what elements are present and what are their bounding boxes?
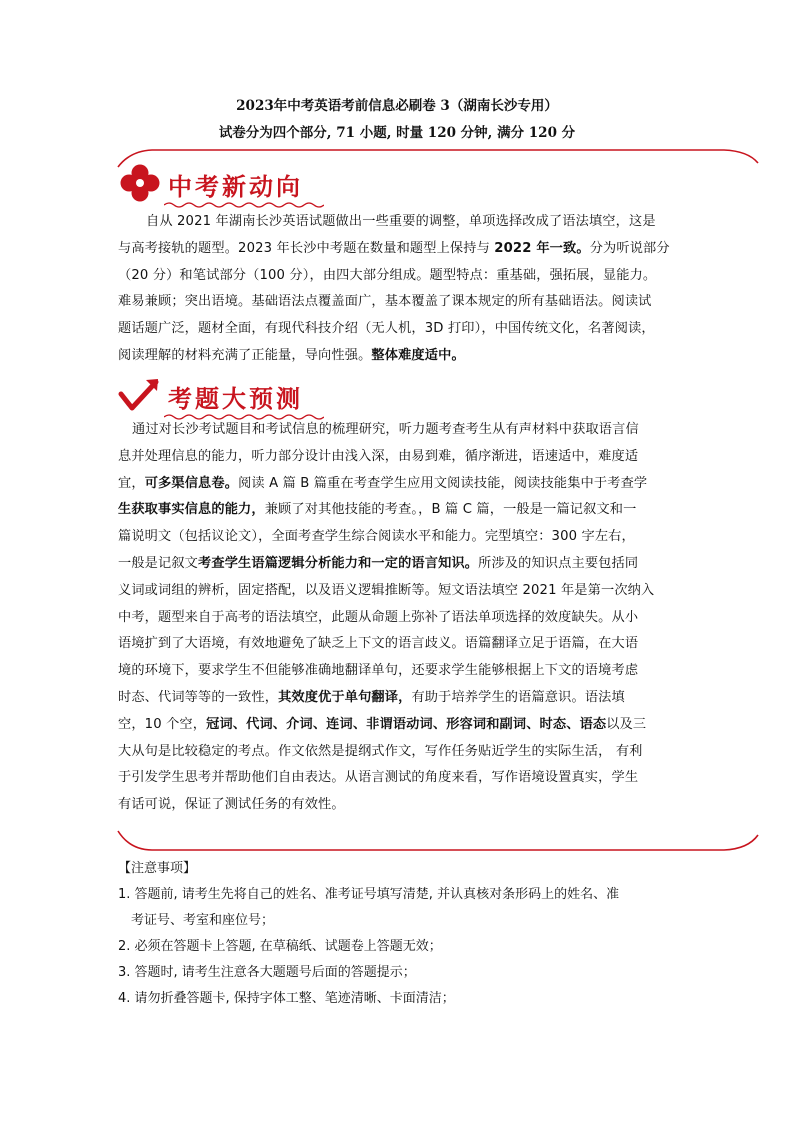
notes-heading: 【注意事项】 [118, 861, 197, 876]
section-heading-trends [118, 162, 303, 206]
text-line: 自从 2021 年湖南长沙英语试题做出一些重要的调整，单项选择改成了语法填空，这是 [146, 214, 656, 229]
text-line: 通过对长沙考试题目和考试信息的梳理研究，听力题考查考生从有声材料中获取语言信 [132, 422, 639, 437]
text-line: 大从句是比较稳定的考点。作文依然是提纲式作文，写作任务贴近学生的实际生活， 有利 [118, 743, 643, 759]
text-line: 题话题广泛，题材全面，有现代科技介绍（无人机，3D 打印），中国传统文化，名著阅读， [118, 321, 655, 337]
section1-paragraph [118, 209, 674, 370]
text-line: 义词或词组的辨析，固定搭配，以及语义逻辑推断等。短文语法填空 2021 年是第一次纳入 [118, 582, 655, 598]
text-line: 篇说明文（包括议论文），全面考查学生综合阅读水平和能力。完型填空：300 字左右， [118, 529, 635, 545]
text-line: 中考，题型来自于高考的语法填空，此题从命题上弥补了语法单项选择的效度缺失。从小 [118, 609, 639, 625]
section-heading-text: 中考新动向 [168, 172, 303, 201]
text-line: 于引发学生思考并帮助他们自由表达。从语言测试的角度来看，写作语境设置真实，学生 [118, 770, 639, 786]
text-line: 一般是记叙文考查学生语篇逻辑分析能力和一定的语言知识。所涉及的知识点主要包括同 [118, 555, 639, 571]
text-line: 宜，可多渠信息卷。阅读 A 篇 B 篇重在考查学生应用文阅读技能，阅读技能集中于考查学 [118, 475, 648, 491]
section-heading-text: 考题大预测 [168, 384, 303, 413]
text-line: 时态、代词等等的一致性，其效度优于单句翻译，有助于培养学生的语篇意识。语法填 [118, 689, 625, 705]
heading-underline [164, 201, 324, 209]
section-heading-predictions [118, 374, 303, 418]
note-item: 1. 答题前, 请考生先将自己的姓名、准考证号填写清楚, 并认真核对条形码上的姓名、准 [118, 887, 620, 902]
text-line: 语境扩到了大语境，有效地避免了缺乏上下文的语言歧义。语篇翻译立足于语篇，在大语 [118, 636, 639, 652]
text-line: 息并处理信息的能力，听力部分设计由浅入深，由易到难，循序渐进，语速适中，难度适 [118, 448, 639, 464]
clover-icon [118, 162, 162, 206]
text-line: 境的环境下，要求学生不但能够准确地翻译单句，还要求学生能够根据上下文的语境考虑 [118, 663, 639, 679]
note-item: 3. 答题时, 请考生注意各大题题号后面的答题提示； [118, 965, 416, 980]
text-line: 有话可说，保证了测试任务的有效性。 [118, 797, 345, 813]
text-line: 阅读理解的材料充满了正能量，导向性强。整体难度适中。 [118, 347, 465, 363]
text-line: 与高考接轨的题型。2023 年长沙中考题在数量和题型上保持与 2022 年一致。分为听说部分 [118, 240, 670, 256]
section2-paragraph [118, 417, 674, 819]
trend-arrow-icon [118, 374, 162, 418]
text-line: 空，10 个空，冠词、代词、介词、连词、非谓语动词、形容词和副词、时态、语态以及三 [118, 716, 647, 732]
text-line: 难易兼顾；突出语境。基础语法点覆盖面广，基本覆盖了课本规定的所有基础语法。阅读试 [118, 294, 652, 310]
text-line: （20 分）和笔试部分（100 分），由四大部分组成。题型特点：重基础，强拓展，显能力。 [118, 267, 657, 283]
notes-section [118, 856, 678, 1012]
document-subtitle: 试卷分为四个部分, 71 小题, 时量 120 分钟, 满分 120 分 [218, 125, 576, 141]
note-item: 2. 必须在答题卡上答题, 在草稿纸、试题卷上答题无效； [118, 939, 442, 954]
note-item: 考证号、考室和座位号； [131, 913, 275, 928]
document-title: 2023年中考英语考前信息必刷卷 3（湖南长沙专用） [236, 98, 558, 114]
text-line: 生获取事实信息的能力，兼顾了对其他技能的考查。，B 篇 C 篇，一般是一篇记叙文和一 [118, 502, 637, 518]
note-item: 4. 请勿折叠答题卡, 保持字体工整、笔迹清晰、卡面清洁； [118, 991, 455, 1006]
